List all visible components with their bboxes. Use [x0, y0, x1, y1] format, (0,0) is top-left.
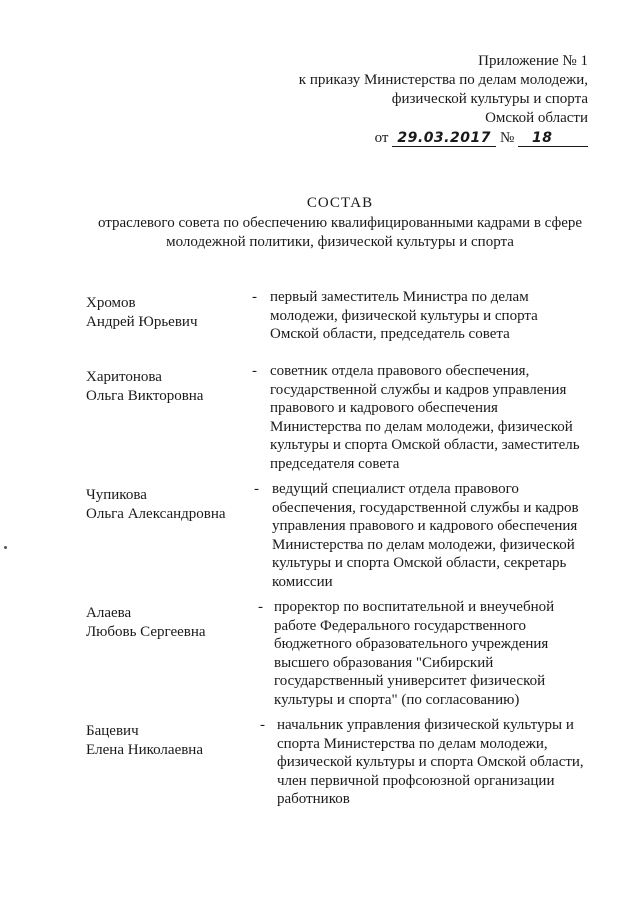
member-name — [86, 604, 256, 641]
member-name — [86, 368, 256, 405]
role-line: бюджетного образовательного учреждения — [274, 636, 549, 652]
role-line: комиссии — [272, 573, 333, 590]
role-line: высшего образования "Сибирский — [274, 654, 494, 671]
role-line: ведущий специалист отдела правового — [272, 481, 519, 497]
title-subline-1: отраслевого совета по обеспечению квалифицированными кадрами в сфере — [97, 215, 583, 231]
member-list — [86, 288, 596, 816]
ministry-name: физической культуры и спорта — [391, 91, 588, 107]
member-surname: Хромов — [86, 295, 136, 311]
number-label: № — [499, 130, 515, 146]
region-name: Омской области — [485, 110, 588, 126]
member-entry — [86, 598, 596, 716]
member-given-name: Елена Николаевна — [86, 741, 203, 758]
role-line: молодежи, физической культуры и спорта — [270, 307, 538, 324]
title-heading: СОСТАВ — [306, 195, 374, 211]
scan-speck — [4, 546, 7, 549]
role-line: обеспечения, государственной службы и кадров — [272, 499, 579, 516]
role-line: Министерства по делам молодежи, физической — [272, 536, 575, 553]
role-line: культуры и спорта" (по согласованию) — [274, 691, 520, 708]
role-line: культуры и спорта Омской области, заместитель — [270, 437, 580, 453]
role-line: физической культуры и спорта Омской области, — [277, 754, 584, 770]
dash-separator: - — [260, 717, 265, 733]
role-line: проректор по воспитательной и внеучебной — [274, 599, 555, 615]
appendix-number: Приложение № 1 — [478, 53, 588, 69]
dash-separator: - — [252, 289, 257, 305]
order-date-line — [268, 129, 588, 148]
role-line: правового и кадрового обеспечения — [270, 400, 498, 416]
role-line: первый заместитель Министра по делам — [270, 289, 529, 305]
role-line: работников — [277, 791, 350, 807]
role-line: работе Федерального государственного — [274, 617, 526, 634]
member-entry — [86, 362, 596, 480]
document-title — [60, 194, 620, 252]
role-line: начальник управления физической культуры и — [277, 717, 574, 733]
member-role — [270, 362, 580, 473]
member-name — [86, 294, 256, 331]
appendix-header — [268, 52, 588, 148]
member-role — [272, 480, 579, 591]
order-number-handwritten: 18 — [518, 130, 588, 147]
role-line: спорта Министерства по делам молодежи, — [277, 735, 548, 752]
order-reference: к приказу Министерства по делам молодежи, — [298, 72, 588, 88]
role-line: государственной службы и кадров управления — [270, 381, 567, 398]
member-entry — [86, 480, 596, 598]
member-name — [86, 486, 256, 523]
member-surname: Харитонова — [86, 369, 162, 385]
dash-separator: - — [252, 363, 257, 379]
role-line: культуры и спорта Омской области, секретарь — [272, 555, 567, 571]
member-role — [277, 716, 584, 809]
title-subline-2: молодежной политики, физической культуры и спорта — [166, 234, 514, 250]
dash-separator: - — [258, 599, 263, 615]
member-entry — [86, 288, 596, 362]
member-given-name: Ольга Александровна — [86, 505, 226, 522]
role-line: управления правового и кадрового обеспечения — [272, 518, 578, 534]
role-line: председателя совета — [270, 455, 400, 472]
role-line: государственный университет физической — [274, 673, 546, 689]
role-line: Омской области, председатель совета — [270, 326, 510, 342]
role-line: Министерства по делам молодежи, физической — [270, 418, 573, 435]
dash-separator: - — [254, 481, 259, 497]
role-line: член первичной профсоюзной организации — [277, 772, 555, 789]
member-given-name: Любовь Сергеевна — [86, 623, 206, 640]
member-surname: Чупикова — [86, 487, 147, 503]
role-line: советник отдела правового обеспечения, — [270, 363, 530, 379]
from-label: от — [374, 130, 389, 146]
order-date-handwritten: 29.03.2017 — [392, 130, 496, 147]
member-role — [274, 598, 554, 709]
member-name — [86, 722, 256, 759]
member-role — [270, 288, 538, 344]
member-entry — [86, 716, 596, 816]
member-surname: Алаева — [86, 605, 132, 621]
member-given-name: Ольга Викторовна — [86, 387, 204, 404]
member-surname: Бацевич — [86, 723, 139, 739]
member-given-name: Андрей Юрьевич — [86, 313, 198, 330]
